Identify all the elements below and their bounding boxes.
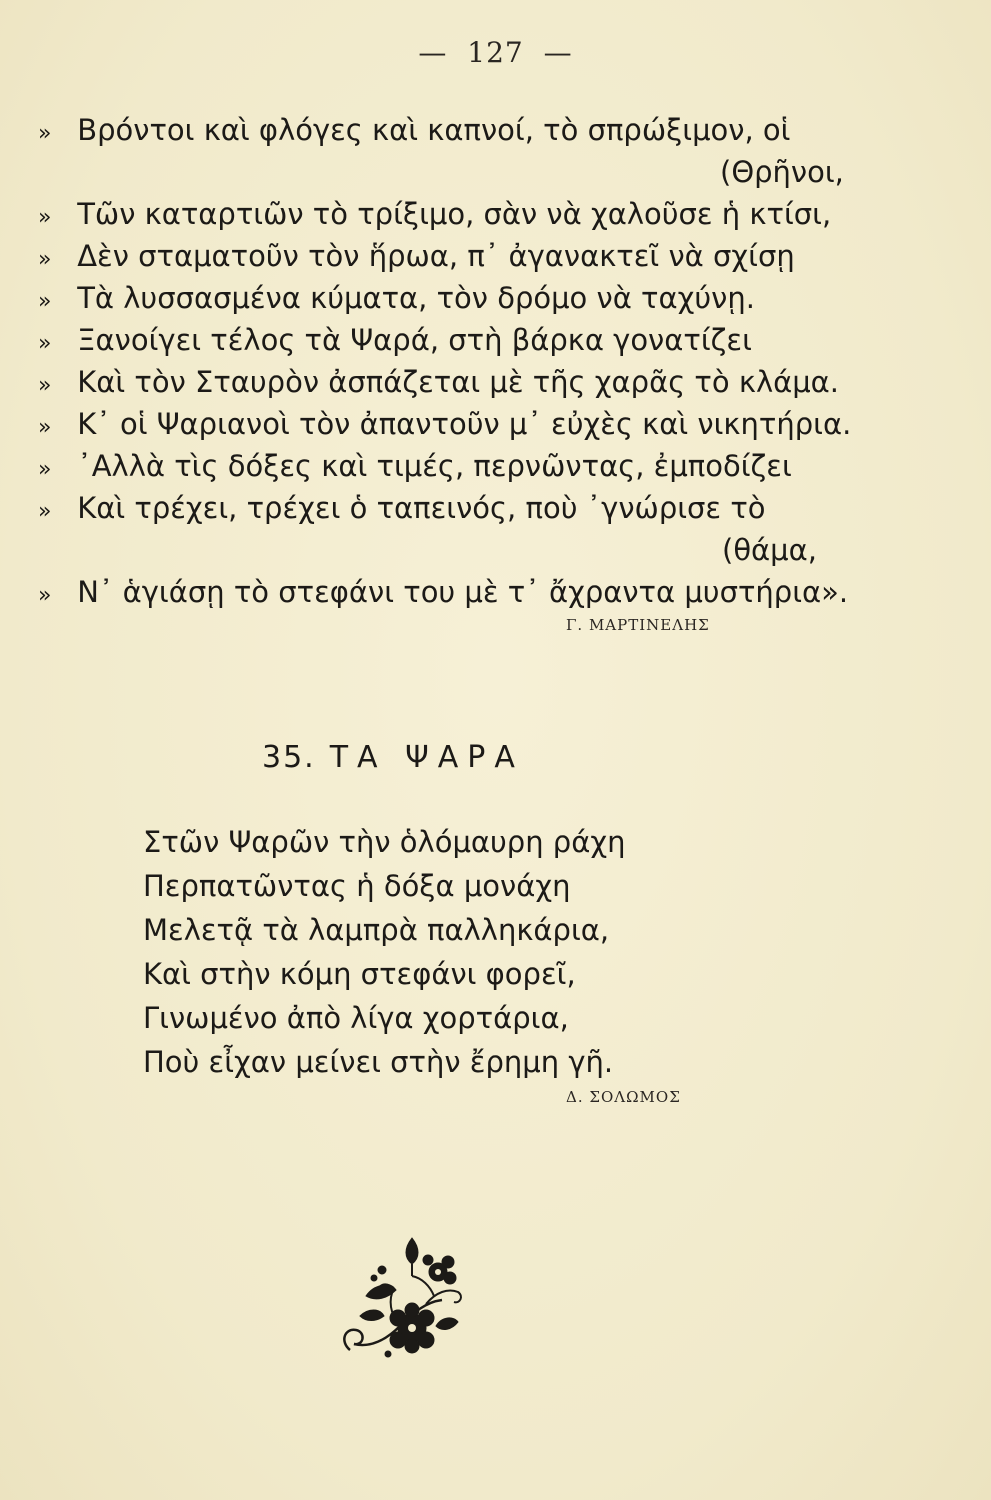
poem2-line: Ποὺ εἶχαν μείνει στὴν ἔρημη γῆ. bbox=[143, 1045, 614, 1079]
poem1-author: Γ. ΜΑΡΤΙΝΕΛΗΣ bbox=[566, 616, 710, 634]
poem2-line: Μελετᾷ τὰ λαμπρὰ παλληκάρια, bbox=[143, 913, 610, 947]
quote-mark: » bbox=[38, 499, 52, 524]
poem2-line: Περπατῶντας ἡ δόξα μονάχη bbox=[143, 869, 571, 903]
verse-text: Καὶ τρέχει, τρέχει ὁ ταπεινός, ποὺ ᾽γνώρισε τὸ bbox=[77, 491, 766, 525]
verse-text: Ξανοίγει τέλος τὰ Ψαρά, στὴ βάρκα γονατίζει bbox=[77, 323, 752, 357]
poem2-line: Γινωμένο ἀπὸ λίγα χορτάρια, bbox=[143, 1001, 569, 1035]
quote-mark: » bbox=[38, 373, 52, 398]
poem1-line bbox=[38, 110, 790, 150]
poem1-continuation: (θάμα, bbox=[722, 533, 817, 567]
poem2-line: Καὶ στὴν κόμη στεφάνι φορεῖ, bbox=[143, 957, 576, 991]
floral-vignette-svg bbox=[330, 1230, 470, 1370]
poem1-line bbox=[38, 236, 795, 276]
page-number-dash-right: — bbox=[543, 36, 573, 69]
verse-text: Βρόντοι καὶ φλόγες καὶ καπνοί, τὸ σπρώξιμον, οἱ bbox=[77, 113, 791, 147]
poem2-line: Στῶν Ψαρῶν τὴν ὁλόμαυρη ράχη bbox=[143, 825, 626, 859]
quote-mark: » bbox=[38, 247, 52, 272]
verse-text: ᾽Αλλὰ τὶς δόξες καὶ τιμές, περνῶντας, ἐμποδίζει bbox=[77, 449, 792, 483]
quote-mark: » bbox=[38, 289, 52, 314]
poem1-line bbox=[38, 446, 792, 486]
page-number-value: 127 bbox=[467, 36, 524, 69]
quote-mark: » bbox=[38, 331, 52, 356]
quote-mark: » bbox=[38, 121, 52, 146]
poem1-line bbox=[38, 320, 752, 360]
verse-text: Τῶν καταρτιῶν τὸ τρίξιμο, σὰν νὰ χαλοῦσε ἡ κτίσι, bbox=[77, 197, 832, 231]
poem1-line bbox=[38, 278, 755, 318]
quote-mark: » bbox=[38, 457, 52, 482]
poem-number: 35. bbox=[262, 740, 316, 775]
poem1-line bbox=[38, 572, 848, 612]
poem-title-text: ΤΑ ΨΑΡΑ bbox=[329, 740, 524, 775]
verse-text: Δὲν σταματοῦν τὸν ἥρωα, π᾽ ἀγανακτεῖ νὰ σχίσῃ bbox=[77, 239, 795, 273]
quote-mark: » bbox=[38, 415, 52, 440]
quote-mark: » bbox=[38, 205, 52, 230]
page-number bbox=[0, 36, 991, 69]
poem1-line bbox=[38, 404, 851, 444]
poem1-line bbox=[38, 362, 839, 402]
poem2-author: Δ. ΣΟΛΩΜΟΣ bbox=[566, 1088, 681, 1106]
verse-text: Κ᾽ οἱ Ψαριανοὶ τὸν ἀπαντοῦν μ᾽ εὐχὲς καὶ νικητήρια. bbox=[77, 407, 852, 441]
poem-title bbox=[262, 740, 524, 775]
verse-text: Ν᾽ ἁγιάσῃ τὸ στεφάνι του μὲ τ᾽ ἄχραντα μυστήρια». bbox=[77, 575, 849, 609]
verse-text: Καὶ τὸν Σταυρὸν ἀσπάζεται μὲ τῆς χαρᾶς τὸ κλάμα. bbox=[77, 365, 840, 399]
floral-vignette-icon bbox=[330, 1230, 470, 1370]
page-number-dash-left: — bbox=[418, 36, 448, 69]
quote-mark: » bbox=[38, 583, 52, 608]
poem1-continuation: (Θρῆνοι, bbox=[720, 155, 844, 189]
poem1-line bbox=[38, 194, 831, 234]
poem1-line bbox=[38, 488, 766, 528]
verse-text: Τὰ λυσσασμένα κύματα, τὸν δρόμο νὰ ταχύνῃ. bbox=[77, 281, 755, 315]
